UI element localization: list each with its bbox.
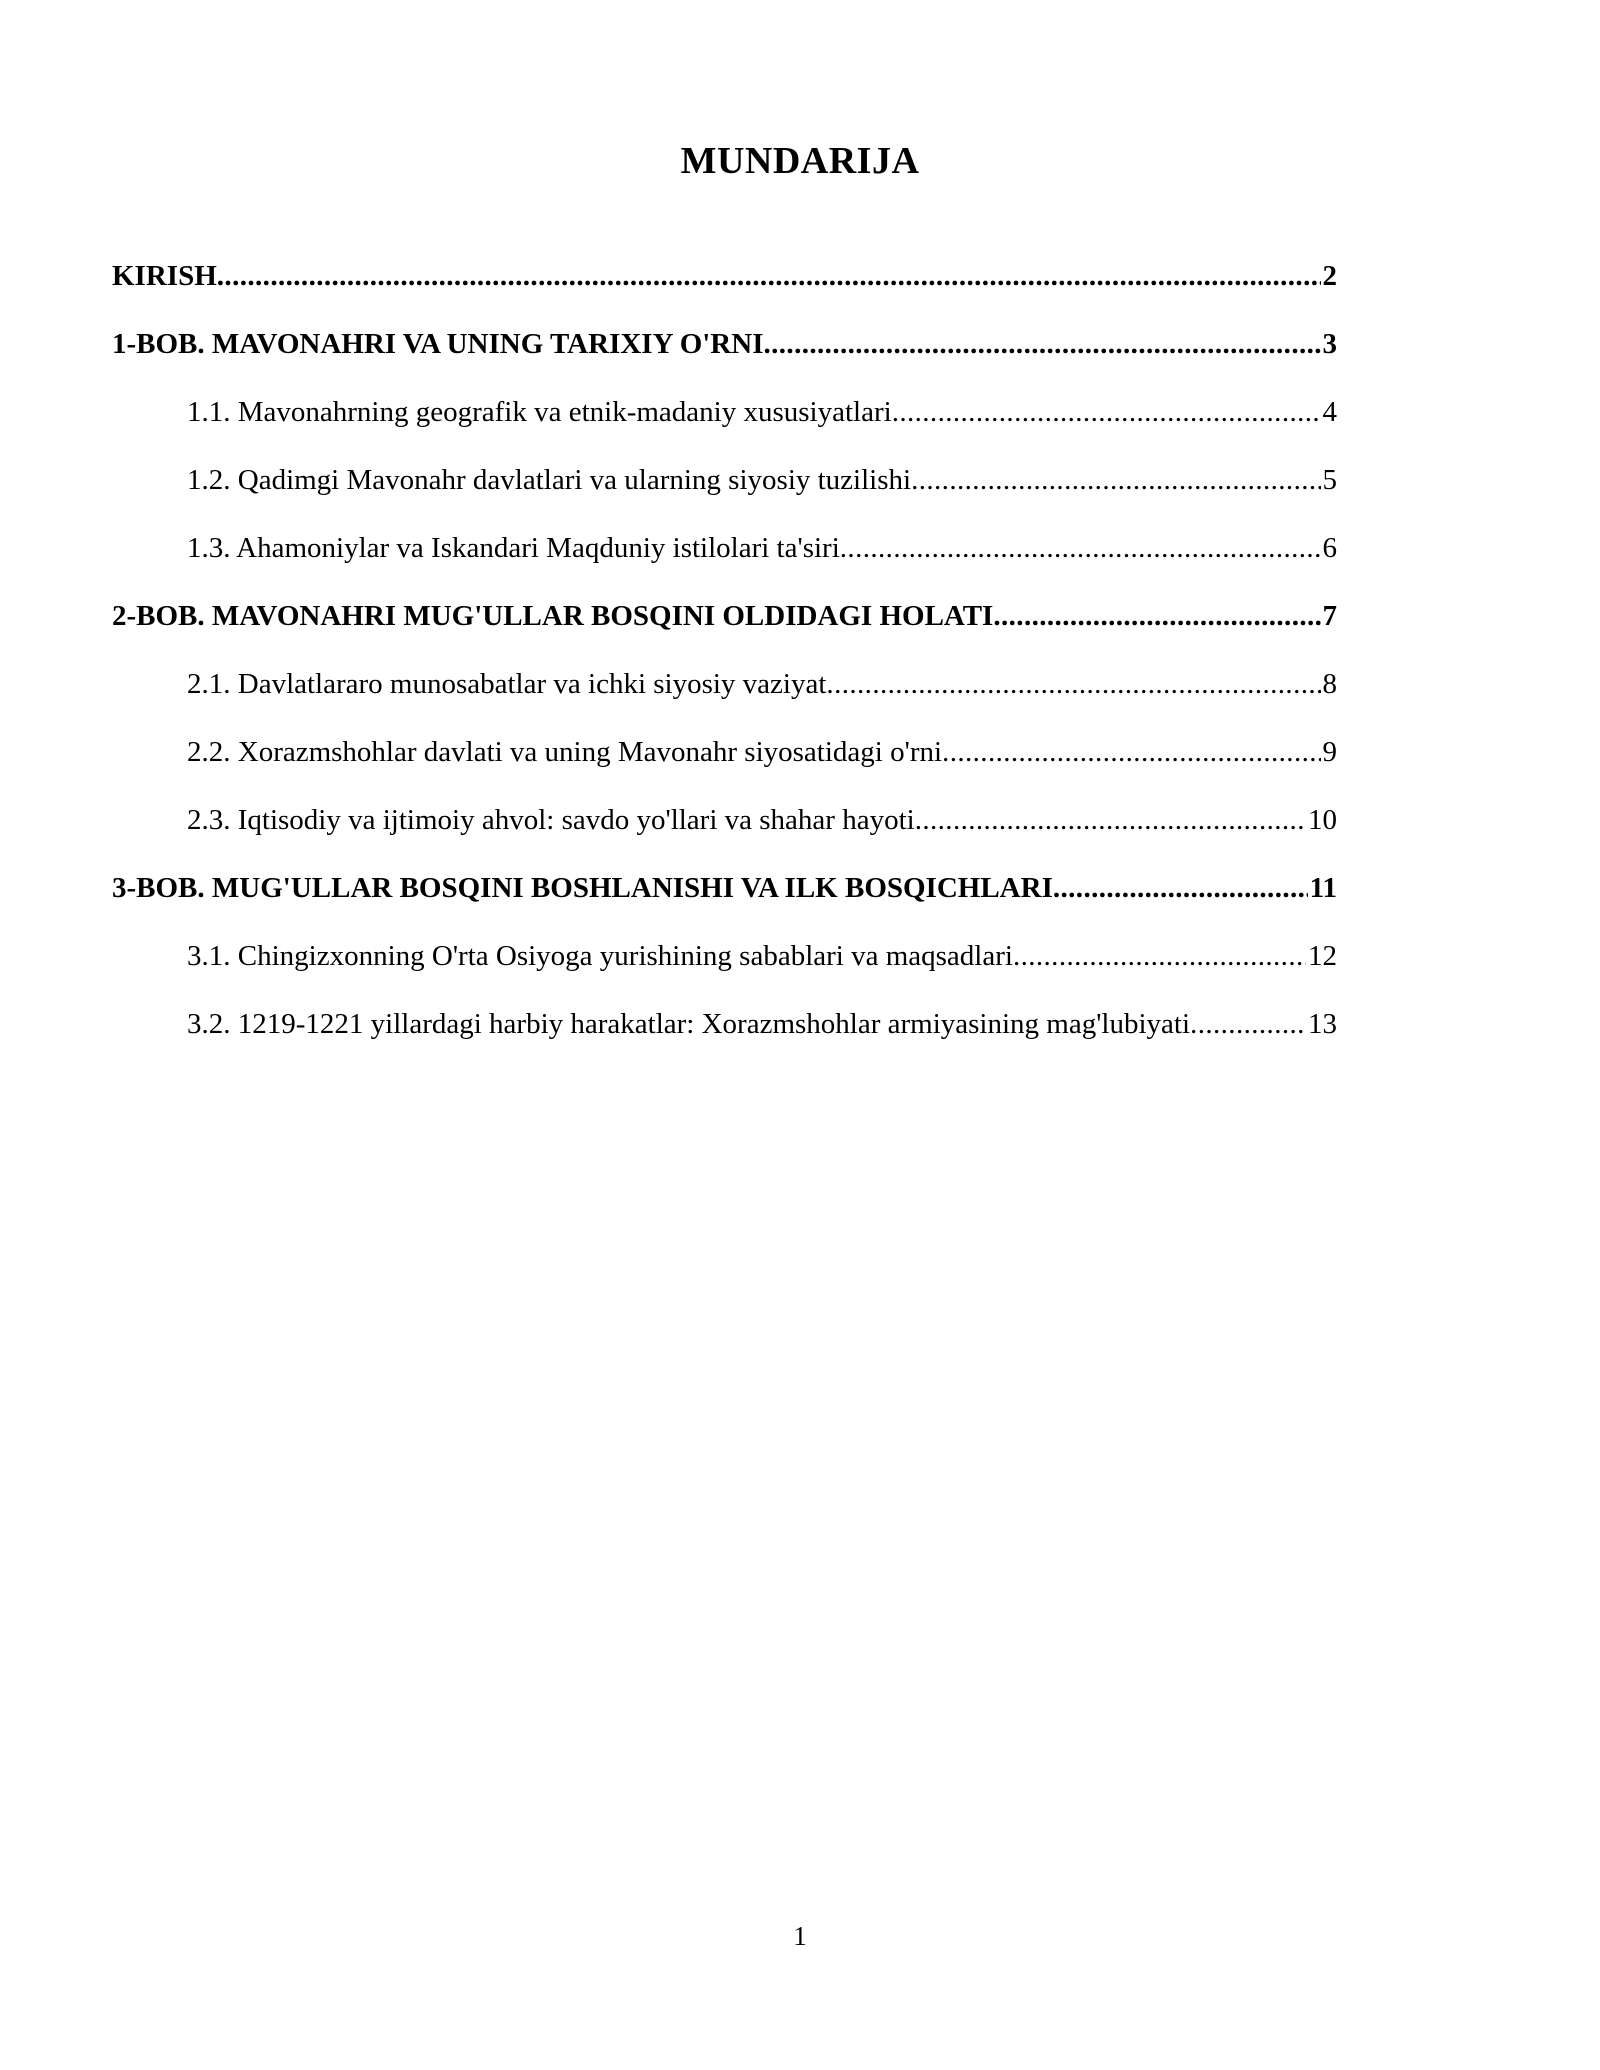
toc-entry-kirish[interactable] [112, 252, 1337, 320]
toc-entry-title: 2.3. Iqtisodiy va ijtimoiy ahvol: savdo yo'llari va shahar hayoti [187, 804, 915, 836]
toc-entry-title: 2.2. Xorazmshohlar davlati va uning Mavonahr siyosatidagi o'rni [187, 736, 943, 768]
toc-entry-page: 10 [1308, 804, 1337, 836]
toc-dot-leader [840, 524, 1321, 572]
toc-entry-page: 12 [1308, 940, 1337, 972]
toc-entry-section-2-3[interactable] [112, 796, 1337, 864]
toc-dot-leader [217, 252, 1321, 300]
toc-dot-leader [826, 660, 1320, 708]
page-title: MUNDARIJA [680, 140, 920, 183]
toc-entry-title: 2-BOB. MAVONAHRI MUG'ULLAR BOSQINI OLDIDAGI HOLATI [112, 600, 994, 632]
table-of-contents [112, 252, 1337, 1068]
toc-entry-title: KIRISH [112, 260, 217, 292]
toc-entry-page: 13 [1308, 1008, 1337, 1040]
toc-entry-section-1-2[interactable] [112, 456, 1337, 524]
toc-entry-title: 1.2. Qadimgi Mavonahr davlatlari va ularning siyosiy tuzilishi [187, 464, 912, 496]
toc-dot-leader [942, 728, 1320, 776]
toc-entry-title: 2.1. Davlatlararo munosabatlar va ichki siyosiy vaziyat [187, 668, 827, 700]
toc-entry-title: 3.2. 1219-1221 yillardagi harbiy harakatlar: Xorazmshohlar armiyasining mag'lubiyati [187, 1008, 1191, 1040]
toc-dot-leader [915, 796, 1306, 844]
toc-entry-section-1-3[interactable] [112, 524, 1337, 592]
toc-entry-section-3-1[interactable] [112, 932, 1337, 1000]
toc-dot-leader [763, 320, 1320, 368]
toc-entry-section-2-2[interactable] [112, 728, 1337, 796]
toc-entry-page: 9 [1322, 736, 1337, 768]
toc-entry-title: 3-BOB. MUG'ULLAR BOSQINI BOSHLANISHI VA ILK BOSQICHLARI [112, 872, 1053, 904]
toc-dot-leader [892, 388, 1321, 436]
toc-entry-page: 6 [1322, 532, 1337, 564]
toc-entry-title: 1-BOB. MAVONAHRI VA UNING TARIXIY O'RNI [112, 328, 764, 360]
toc-entry-chapter-1[interactable] [112, 320, 1337, 388]
toc-entry-page: 7 [1322, 600, 1337, 632]
toc-dot-leader [911, 456, 1320, 504]
toc-entry-section-1-1[interactable] [112, 388, 1337, 456]
toc-entry-title: 3.1. Chingizxonning O'rta Osiyoga yurishining sabablari va maqsadlari [187, 940, 1013, 972]
toc-dot-leader [1013, 932, 1306, 980]
toc-entry-chapter-2[interactable] [112, 592, 1337, 660]
toc-dot-leader [993, 592, 1320, 640]
toc-entry-page: 4 [1322, 396, 1337, 428]
toc-entry-section-2-1[interactable] [112, 660, 1337, 728]
toc-entry-section-3-2[interactable] [112, 1000, 1337, 1068]
toc-dot-leader [1190, 1000, 1306, 1048]
page-number: 1 [793, 1921, 807, 1951]
toc-entry-title: 1.3. Ahamoniylar va Iskandari Maqduniy istilolari ta'siri [187, 532, 840, 564]
toc-dot-leader [1053, 864, 1308, 912]
toc-entry-page: 2 [1322, 260, 1337, 292]
toc-entry-page: 3 [1322, 328, 1337, 360]
toc-entry-page: 11 [1309, 872, 1337, 904]
toc-entry-page: 5 [1322, 464, 1337, 496]
toc-entry-title: 1.1. Mavonahrning geografik va etnik-madaniy xususiyatlari [187, 396, 892, 428]
toc-entry-chapter-3[interactable] [112, 864, 1337, 932]
toc-entry-page: 8 [1322, 668, 1337, 700]
